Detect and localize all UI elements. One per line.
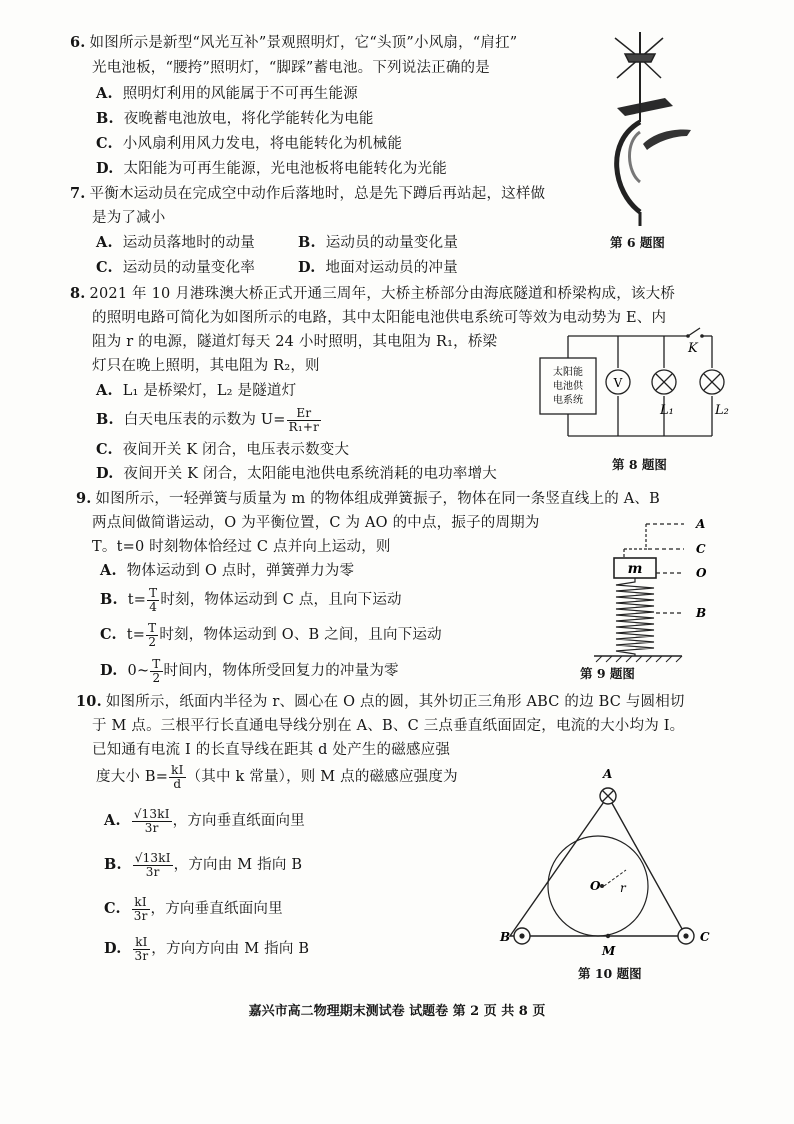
point-o-label: O: [696, 566, 707, 580]
ground-hatch: [596, 656, 682, 662]
page-footer: 嘉兴市高二物理期末测试卷 试题卷 第 2 页 共 8 页: [248, 1004, 546, 1019]
q8-stem-line1: 8. 2021 年 10 月港珠澳大桥正式开通三周年，大桥主桥部分由海底隧道和桥梁构成，该大桥: [70, 285, 676, 302]
switch-k-blade: [688, 328, 700, 336]
q8-option-c: C. 夜间开关 K 闭合，电压表示数变大: [96, 441, 350, 458]
lamp-l2-label: L₂: [715, 403, 729, 418]
q10-option-c: C. $\frac{kI}{3r}$ ，方向垂直纸面向里: [104, 894, 283, 923]
vertex-c-label: C: [700, 930, 710, 944]
voltmeter-icon: [606, 370, 630, 394]
q10-stem-line4: 度大小 B= $\frac{kI}{d}$ （其中 k 常量），则 M 点的磁感应强度为: [96, 762, 458, 791]
q8-stem-line2: 的照明电路可简化为如图所示的电路，其中太阳能电池供电系统可等效为电动势为 E、内: [92, 310, 667, 326]
point-c-label: C: [696, 542, 706, 556]
point-a-label: A: [696, 517, 706, 531]
radius-r-label: r: [620, 881, 626, 895]
q10-option-a: A. $\frac{√13kI}{3r}$ ，方向垂直纸面向里: [104, 806, 305, 835]
q6-option-b: B. 夜晚蓄电池放电，将化学能转化为电能: [96, 110, 374, 127]
q10-formula-fraction: $\frac{kI}{d}$: [171, 762, 184, 791]
q10-triangle-figure: [496, 768, 726, 968]
q8-option-b-fraction: $\frac{Er}{\text{R₁+r}}$: [288, 405, 320, 434]
q8-option-a: A. L₁ 是桥梁灯，L₂ 是隧道灯: [96, 382, 297, 399]
q9-stem-line2: 两点间做简谐运动，O 为平衡位置，C 为 AO 的中点，振子的周期为: [92, 515, 540, 531]
q9-figure-caption: 第 9 题图: [580, 666, 635, 681]
q10-figure-caption: 第 10 题图: [578, 966, 642, 981]
q6-figure-caption: 第 6 题图: [610, 235, 665, 250]
q10-stem-line2: 于 M 点。三根平行长直通电导线分别在 A、B、C 三点垂直纸面固定，电流的大小均为 I。: [92, 718, 685, 734]
q8-figure-caption: 第 8 题图: [612, 457, 667, 472]
lamp-l2-icon: [700, 370, 724, 394]
q9-option-b: B. t= $\frac{T}{4}$ 时刻，物体运动到 C 点，且向下运动: [100, 585, 402, 614]
q10-stem-line1: 10. 如图所示，纸面内半径为 r、圆心在 O 点的圆，其外切正三角形 ABC 的边 BC 与圆相切: [76, 693, 685, 710]
solar-panel-icon: [617, 98, 673, 116]
mass-block: [614, 558, 656, 578]
q10-option-d: D. $\frac{kI}{3r}$ ，方向方向由 M 指向 B: [104, 934, 310, 963]
point-b-label: B: [696, 606, 707, 620]
q7-option-c: C. 运动员的动量变化率: [96, 259, 256, 276]
q7-stem-line2: 是为了减小: [92, 210, 166, 226]
solar-box-label-2: 电池供: [553, 381, 583, 392]
q8-option-b: B. 白天电压表的示数为 U= $\frac{Er}{\text{R₁+r}}$: [96, 405, 320, 434]
q9-stem-line1: 9. 如图所示，一轻弹簧与质量为 m 的物体组成弹簧振子，物体在同一条竖直线上的 A、B: [76, 490, 660, 507]
q10-option-b: B. $\frac{√13kI}{3r}$ ，方向由 M 指向 B: [104, 850, 303, 879]
q6-stem-line2: 光电池板，“腰挎”照明灯，“脚踩”蓄电池。下列说法正确的是: [92, 60, 490, 76]
q8-stem-line4: 灯只在晚上照明，其电阻为 R₂，则: [92, 358, 320, 374]
current-out-of-page-icon-b: [514, 928, 530, 944]
q6-option-d: D. 太阳能为可再生能源，光电池板将电能转化为光能: [96, 160, 447, 177]
q6-stem-line1: [70, 33, 517, 53]
q6-option-a: A. 照明灯利用的风能属于不可再生能源: [96, 85, 358, 102]
switch-k-label: K: [688, 341, 698, 356]
point-m: [606, 934, 610, 938]
q6-stem-text1: 如图所示是新型“风光互补”景观照明灯，它“头顶”小风扇，“肩扛”: [89, 35, 518, 51]
q6-option-c: C. 小风扇利用风力发电，将电能转化为机械能: [96, 135, 403, 152]
svg-text:m: m: [627, 561, 643, 577]
q6-number: 6.: [70, 34, 86, 51]
q8-stem-line3: 阻为 r 的电源，隧道灯每天 24 小时照明，其电阻为 R₁，桥梁: [92, 334, 498, 350]
triangle-abc: [510, 796, 686, 936]
q10-stem-line3: 已知通有电流 I 的长直导线在距其 d 处产生的磁感应强: [92, 742, 451, 758]
q9-spring-figure: [588, 512, 718, 667]
q7-option-b: B. 运动员的动量变化量: [298, 234, 459, 251]
solar-box-label-1: 太阳能: [553, 367, 583, 378]
vertex-b-label: B: [500, 930, 511, 944]
lamp-l1-label: L₁: [660, 403, 674, 418]
current-into-page-icon: [600, 788, 616, 804]
q6-lamp-figure: [595, 32, 705, 232]
q9-option-a: A. 物体运动到 O 点时，弹簧弹力为零: [100, 562, 355, 579]
spring-coil-icon: [616, 578, 654, 656]
point-m-label: M: [602, 944, 616, 958]
q9-option-d: D. 0~ $\frac{T}{2}$ 时间内，物体所受回复力的冲量为零: [100, 656, 399, 685]
q8-circuit-diagram: [536, 328, 746, 453]
q7-option-a: A. 运动员落地时的动量: [96, 234, 256, 251]
svg-text:V: V: [613, 376, 623, 390]
center-o-label: O: [590, 879, 601, 893]
q9-stem-line3: T。t=0 时刻物体恰经过 C 点并向上运动，则: [92, 539, 391, 555]
q7-option-d: D. 地面对运动员的冲量: [298, 259, 458, 276]
current-out-of-page-icon-c: [678, 928, 694, 944]
lamp-head-icon: [643, 130, 691, 150]
lamp-l1-icon: [652, 370, 676, 394]
q7-stem-line1: 7. 平衡木运动员在完成空中动作后落地时，总是先下蹲后再站起，这样做: [70, 185, 546, 202]
solar-box-label-3: 电系统: [553, 395, 583, 406]
vertex-a-label: A: [603, 767, 613, 781]
q8-option-d: D. 夜间开关 K 闭合，太阳能电池供电系统消耗的电功率增大: [96, 465, 497, 482]
q9-option-c: C. t= $\frac{T}{2}$ 时刻，物体运动到 O、B 之间，且向下运动: [100, 620, 442, 649]
